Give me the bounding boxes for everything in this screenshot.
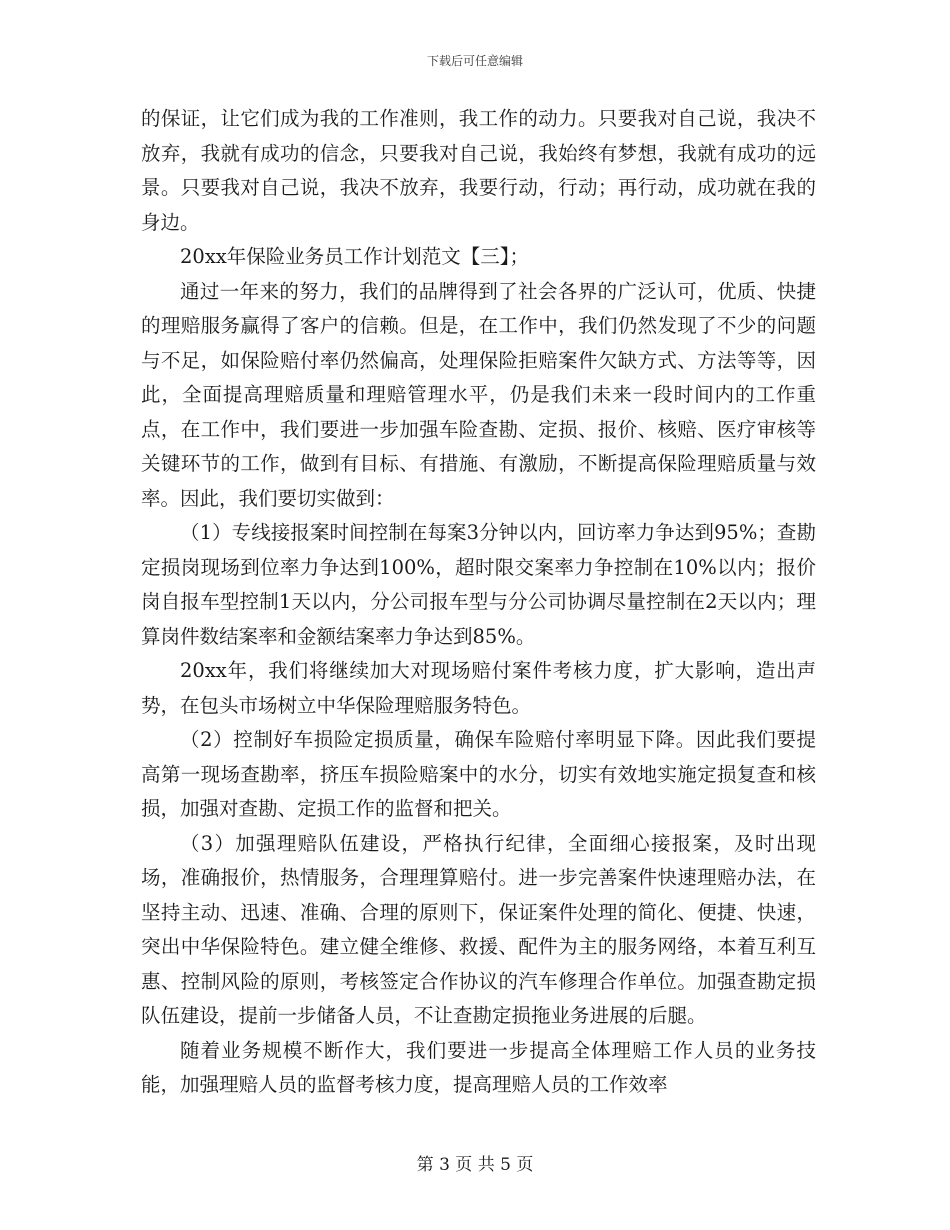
paragraph-4: （1）专线接报案时间控制在每案3分钟以内，回访率力争达到95%；查勘定损岗现场到位率力争达到100%，超时限交案率力争控制在10%以内；报价岗自报车型控制1天以内，分公司报车型与分公司协调尽量控制在2天以内；理算岗件数结案率和金额结案率力争达到85%。 <box>141 521 816 648</box>
page-header: 下载后可任意编辑 <box>426 54 523 68</box>
document-body <box>141 102 816 1103</box>
paragraph-1: 的保证，让它们成为我的工作准则，我工作的动力。只要我对自己说，我决不放弃，我就有成功的信念，只要我对自己说，我始终有梦想，我就有成功的远景。只要我对自己说，我决不放弃，我要行动，行动；再行动，成功就在我的身边。 <box>141 107 816 234</box>
page-number-footer: 第 3 页 共 5 页 <box>416 1155 534 1175</box>
paragraph-3: 通过一年来的努力，我们的品牌得到了社会各界的广泛认可，优质、快捷的理赔服务赢得了客户的信赖。但是，在工作中，我们仍然发现了不少的问题与不足，如保险赔付率仍然偏高，处理保险拒赔案件欠缺方式、方法等等，因此，全面提高理赔质量和理赔管理水平，仍是我们未来一段时间内的工作重点，在工作中，我们要进一步加强车险查勘、定损、报价、核赔、医疗审核等关键环节的工作，做到有目标、有措施、有激励，不断提高保险理赔质量与效率。因此，我们要切实做到： <box>141 279 816 510</box>
paragraph-5: 20xx年，我们将继续加大对现场赔付案件考核力度，扩大影响，造出声势，在包头市场树立中华保险理赔服务特色。 <box>141 659 816 717</box>
paragraph-8: 随着业务规模不断作大，我们要进一步提高全体理赔工作人员的业务技能，加强理赔人员的监督考核力度，提高理赔人员的工作效率 <box>141 1038 816 1096</box>
paragraph-6: （2）控制好车损险定损质量，确保车险赔付率明显下降。因此我们要提高第一现场查勘率，挤压车损险赔案中的水分，切实有效地实施定损复查和核损，加强对查勘、定损工作的监督和把关。 <box>141 728 816 820</box>
paragraph-2-heading: 20xx年保险业务员工作计划范文【三】； <box>180 245 530 268</box>
paragraph-7: （3）加强理赔队伍建设，严格执行纪律，全面细心接报案，及时出现场，准确报价，热情服务，合理理算赔付。进一步完善案件快速理赔办法，在坚持主动、迅速、准确、合理的原则下，保证案件处理的简化、便捷、快速，突出中华保险特色。建立健全维修、救援、配件为主的服务网络，本着互利互惠、控制风险的原则，考核签定合作协议的汽车修理合作单位。加强查勘定损队伍建设，提前一步储备人员，不让查勘定损拖业务进展的后腿。 <box>141 831 816 1027</box>
